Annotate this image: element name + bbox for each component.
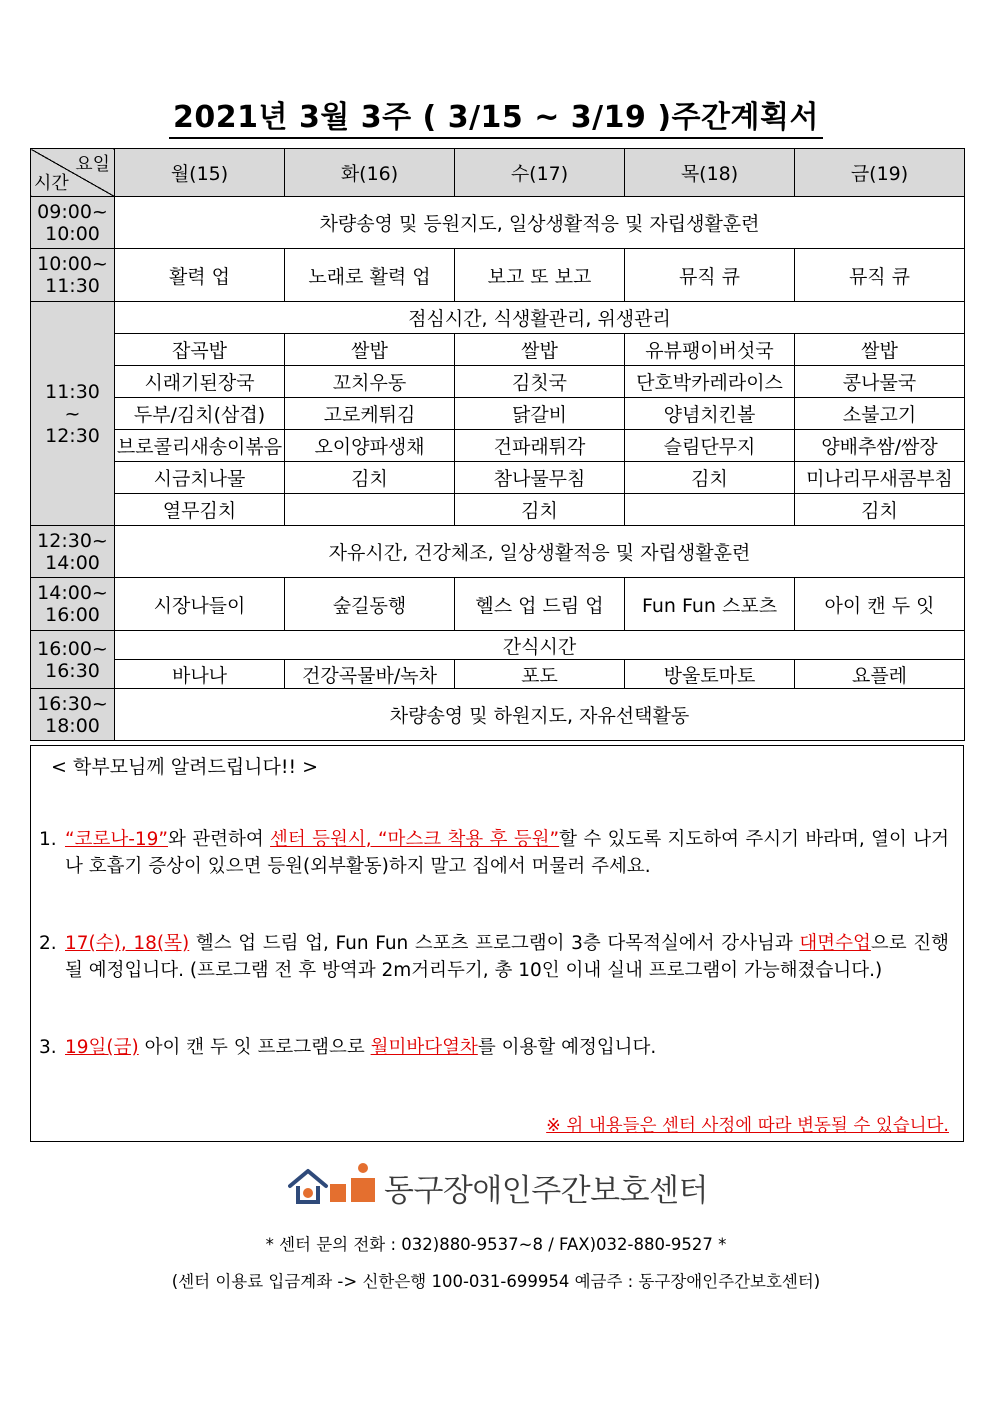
menu-cell: 김칫국 [455, 366, 625, 398]
snack-cell: 방울토마토 [625, 660, 795, 689]
item-number: 3. [39, 1037, 57, 1058]
highlight-text: 19일(금) [65, 1037, 139, 1058]
menu-cell: 고로케튀김 [285, 398, 455, 430]
activity-free-time: 자유시간, 건강체조, 일상생활적응 및 자립생활훈련 [115, 526, 965, 578]
program-cell: 보고 또 보고 [455, 249, 625, 302]
time-slot-1 [31, 197, 115, 249]
body-text: 으로 진행될 예정입니다. (프로그램 전 후 방역과 2m거리두기, 총 10인 이내 실내 프로그램이 가능해졌습니다.) [65, 933, 949, 981]
time-text: 09:00~ 10:00 [37, 200, 108, 245]
menu-cell [285, 494, 455, 526]
menu-cell: 두부/김치(삼겹) [115, 398, 285, 430]
menu-cell: 김치 [625, 462, 795, 494]
weekly-schedule-table [30, 148, 965, 741]
snack-header: 간식시간 [115, 631, 965, 660]
activity-morning-arrival: 차량송영 및 등원지도, 일상생활적응 및 자립생활훈련 [115, 197, 965, 249]
notice-item-2 [39, 930, 949, 984]
menu-cell: 꼬치우동 [285, 366, 455, 398]
item-body [65, 930, 949, 984]
time-text: 14:00~ 16:00 [37, 582, 108, 626]
menu-cell: 미나리무새콤부침 [795, 462, 965, 494]
time-text: 10:00~ 11:30 [37, 253, 108, 297]
day-header-thu: 목(18) [625, 149, 795, 197]
day-header-wed: 수(17) [455, 149, 625, 197]
highlight-text: 17(수), 18(목) [65, 933, 190, 954]
time-slot-2 [31, 249, 115, 302]
body-text: 헬스 업 드림 업, Fun Fun 스포츠 프로그램이 3층 다목적실에서 강사님과 [189, 933, 800, 954]
program-cell: 활력 업 [115, 249, 285, 302]
menu-cell: 쌀밥 [795, 334, 965, 366]
page-title [0, 92, 992, 136]
menu-cell: 참나물무침 [455, 462, 625, 494]
highlight-text: “코로나-19” [65, 829, 168, 850]
program-cell: 헬스 업 드림 업 [455, 578, 625, 631]
activity-departure: 차량송영 및 하원지도, 자유선택활동 [115, 689, 965, 741]
corner-header [31, 149, 115, 197]
title-text: 2021년 3월 3주 ( 3/15 ~ 3/19 )주간계획서 [169, 100, 823, 139]
day-header-tue: 화(16) [285, 149, 455, 197]
menu-cell: 시래기된장국 [115, 366, 285, 398]
menu-cell: 닭갈비 [455, 398, 625, 430]
day-header-fri: 금(19) [795, 149, 965, 197]
contact-phone: * 센터 문의 전화 : 032)880-9537~8 / FAX)032-880-9527 * [265, 1235, 727, 1254]
program-cell: 숲길동행 [285, 578, 455, 631]
menu-cell: 단호박카레라이스 [625, 366, 795, 398]
item-number: 1. [39, 829, 57, 850]
item-body [65, 826, 949, 880]
time-text: 12:30~ 14:00 [37, 529, 108, 574]
parent-notice-box [30, 745, 964, 1142]
time-text: 16:00~ 16:30 [37, 637, 108, 682]
corner-time-label: 시간 [34, 173, 69, 194]
time-slot-4 [31, 526, 115, 578]
menu-cell: 김치 [455, 494, 625, 526]
center-logo [288, 1162, 708, 1207]
snack-cell: 요플레 [795, 660, 965, 689]
menu-cell: 쌀밥 [285, 334, 455, 366]
menu-cell: 슬림단무지 [625, 430, 795, 462]
corner-day-label: 요일 [75, 154, 110, 175]
time-slot-5 [31, 578, 115, 631]
menu-cell: 오이양파생채 [285, 430, 455, 462]
time-slot-7 [31, 689, 115, 741]
time-text: 11:30 ~ 12:30 [45, 380, 100, 447]
menu-cell: 양배추쌈/쌈장 [795, 430, 965, 462]
item-body [65, 1034, 949, 1061]
program-cell: 뮤직 큐 [795, 249, 965, 302]
body-text: 할 수 있도록 지도하여 주시기 바라며, 열이 나거나 호흡기 증상이 있으면 등원(외부활동)하지 말고 집에서 머물러 주세요. [65, 829, 949, 877]
notice-item-1 [39, 826, 949, 880]
menu-cell [625, 494, 795, 526]
menu-cell: 소불고기 [795, 398, 965, 430]
menu-cell: 양념치킨볼 [625, 398, 795, 430]
program-cell: 시장나들이 [115, 578, 285, 631]
menu-cell: 유뷰팽이버섯국 [625, 334, 795, 366]
menu-cell: 잡곡밥 [115, 334, 285, 366]
menu-cell: 열무김치 [115, 494, 285, 526]
item-number: 2. [39, 933, 57, 954]
menu-cell: 시금치나물 [115, 462, 285, 494]
snack-cell: 바나나 [115, 660, 285, 689]
day-header-mon: 월(15) [115, 149, 285, 197]
menu-cell: 콩나물국 [795, 366, 965, 398]
snack-cell: 건강곡물바/녹차 [285, 660, 455, 689]
body-text: 를 이용할 예정입니다. [477, 1037, 657, 1058]
notice-header: < 학부모님께 알려드립니다!! > [51, 756, 319, 778]
change-disclaimer: ※ 위 내용들은 센터 사정에 따라 변동될 수 있습니다. [546, 1116, 949, 1136]
highlight-text: 대면수업 [799, 933, 871, 954]
program-cell: Fun Fun 스포츠 [625, 578, 795, 631]
menu-cell: 쌀밥 [455, 334, 625, 366]
time-slot-6 [31, 631, 115, 689]
menu-cell: 브로콜리새송이볶음 [115, 430, 285, 462]
lunch-header: 점심시간, 식생활관리, 위생관리 [115, 302, 965, 334]
body-text: 와 관련하여 [168, 829, 271, 850]
time-slot-3 [31, 302, 115, 526]
menu-cell: 김치 [795, 494, 965, 526]
highlight-text: 센터 등원시, “마스크 착용 후 등원” [270, 829, 560, 850]
time-text: 16:30~ 18:00 [37, 692, 108, 737]
program-cell: 노래로 활력 업 [285, 249, 455, 302]
snack-cell: 포도 [455, 660, 625, 689]
program-cell: 뮤직 큐 [625, 249, 795, 302]
highlight-text: 월미바다열차 [370, 1037, 478, 1058]
house-logo-icon [288, 1162, 380, 1207]
menu-cell: 건파래튀각 [455, 430, 625, 462]
body-text: 아이 캔 두 잇 프로그램으로 [138, 1037, 371, 1058]
center-name: 동구장애인주간보호센터 [384, 1173, 708, 1209]
menu-cell: 김치 [285, 462, 455, 494]
bank-account-info: (센터 이용료 입금계좌 -> 신한은행 100-031-699954 예금주 : 동구장애인주간보호센터) [171, 1272, 821, 1291]
program-cell: 아이 캔 두 잇 [795, 578, 965, 631]
notice-item-3 [39, 1034, 949, 1061]
